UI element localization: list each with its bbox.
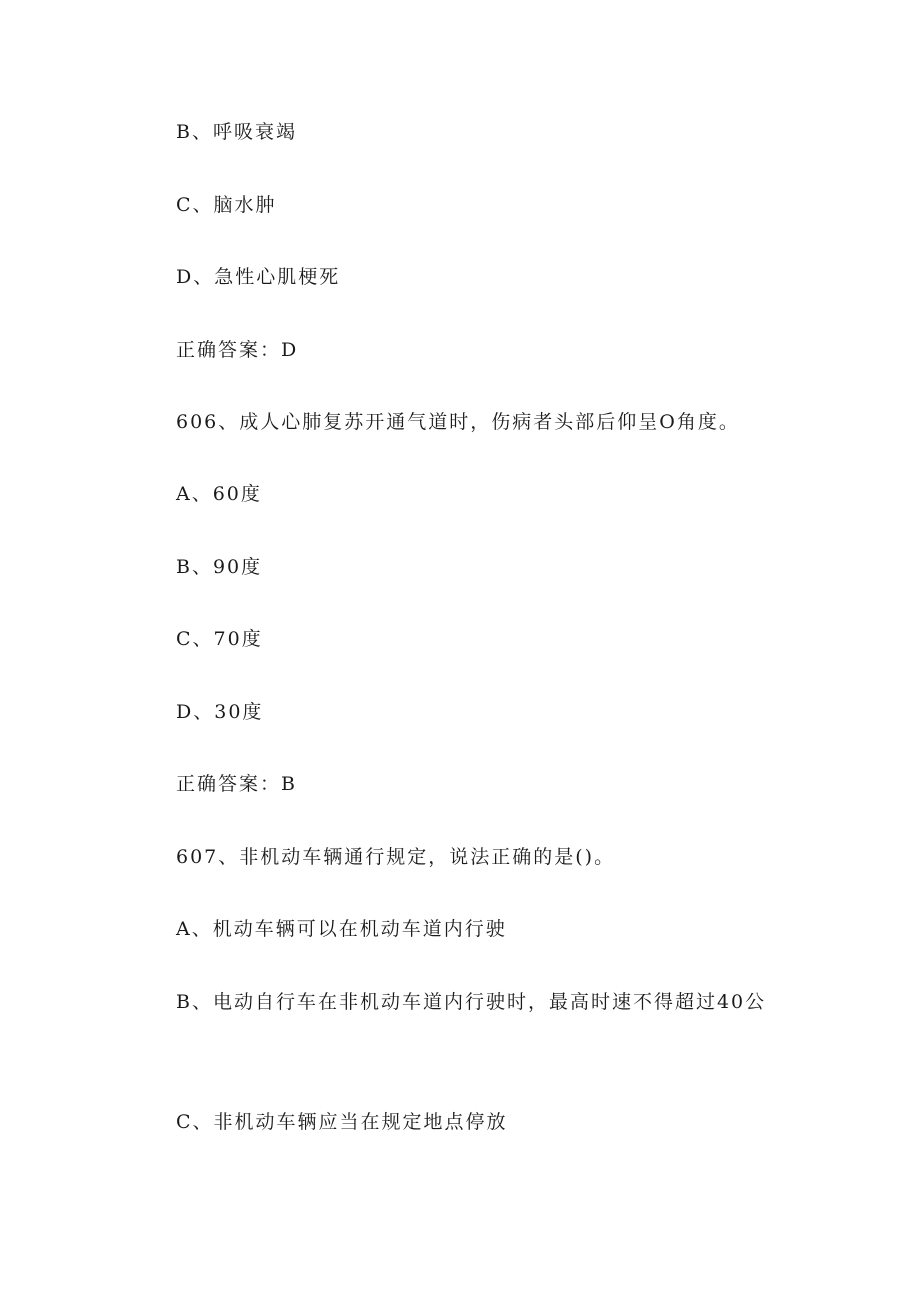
q607-question: 607、非机动车辆通行规定，说法正确的是()。 <box>176 846 616 868</box>
q605-answer: 正确答案：D <box>176 339 299 361</box>
q606-option-d: D、30度 <box>176 701 264 723</box>
q607-option-b: B、电动自行车在非机动车道内行驶时，最高时速不得超过40公 <box>176 991 767 1013</box>
q605-option-d: D、急性心肌梗死 <box>176 266 341 288</box>
q607-option-c: C、非机动车辆应当在规定地点停放 <box>176 1111 508 1133</box>
q606-question: 606、成人心肺复苏开通气道时，伤病者头部后仰呈O角度。 <box>176 411 740 433</box>
q606-answer: 正确答案：B <box>176 773 297 795</box>
q605-option-b: B、呼吸衰竭 <box>176 121 297 143</box>
q605-option-c: C、脑水肿 <box>176 194 277 216</box>
q606-option-b: B、90度 <box>176 556 263 578</box>
q607-option-a: A、机动车辆可以在机动车道内行驶 <box>176 918 507 940</box>
q606-option-a: A、60度 <box>176 483 262 505</box>
q606-option-c: C、70度 <box>176 628 263 650</box>
